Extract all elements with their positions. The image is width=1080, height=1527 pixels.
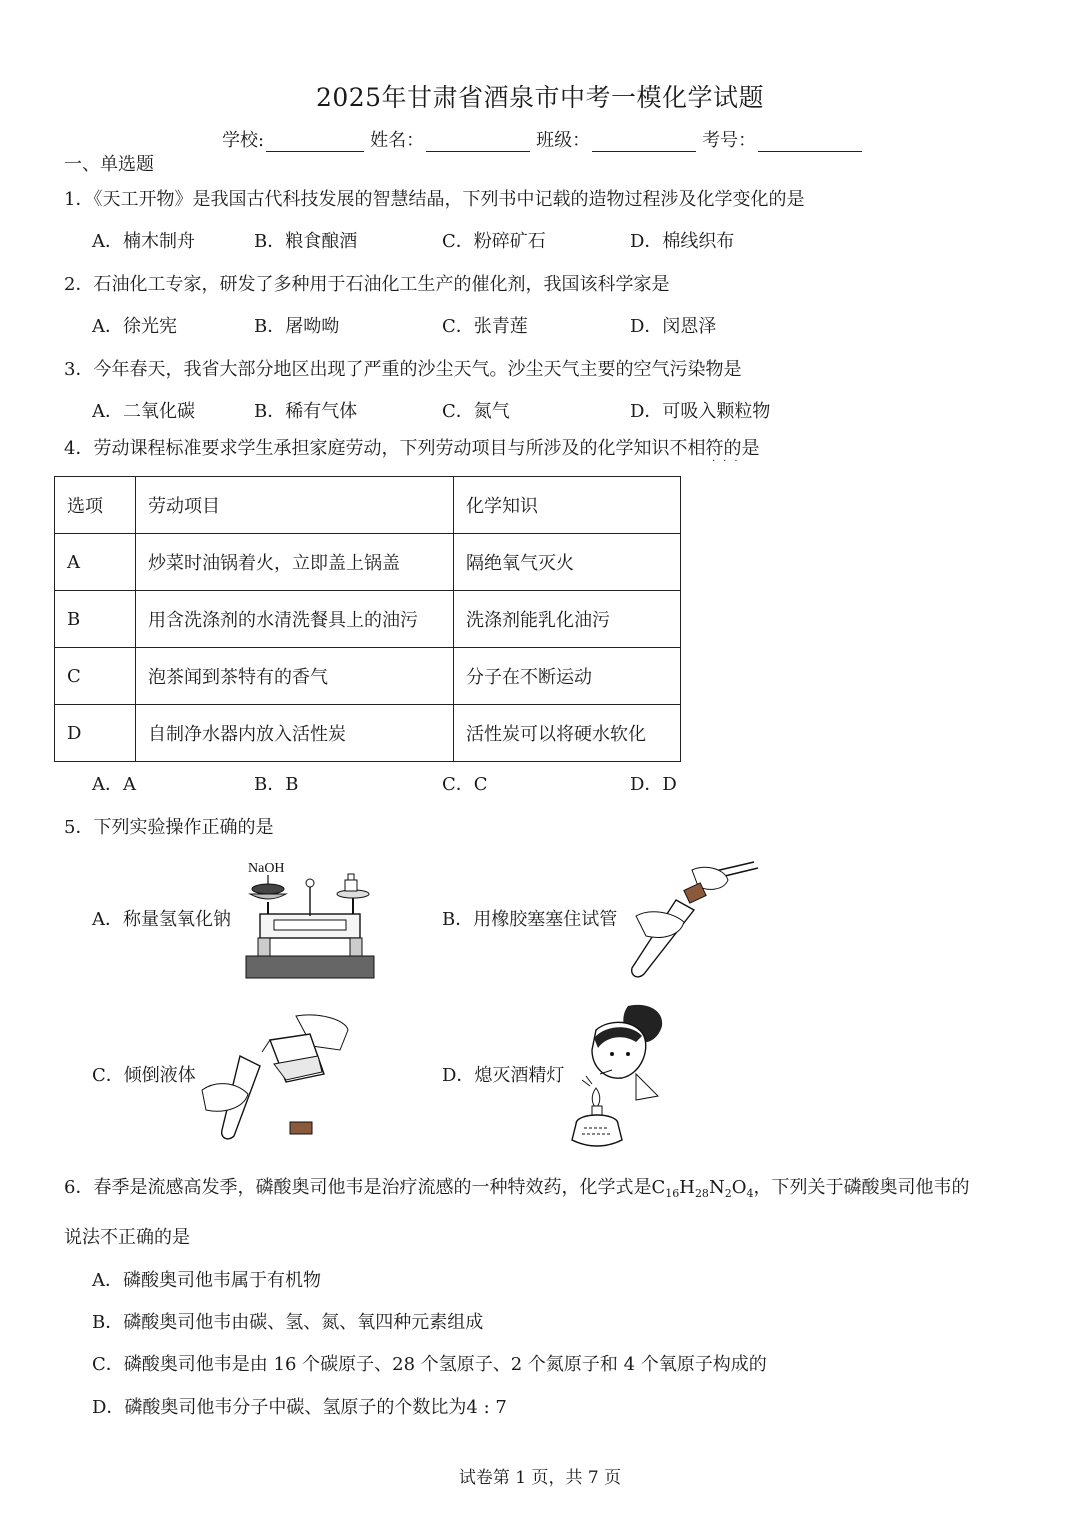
exam-no-field: 考号： xyxy=(702,126,866,152)
page-footer: 试卷第 1 页，共 7 页 xyxy=(458,1468,622,1488)
pouring-liquid-figure xyxy=(200,1010,356,1142)
q2-option-b[interactable]: B．屠呦呦 xyxy=(254,316,340,337)
school-field: 学校: xyxy=(222,126,368,152)
table-cell: 隔绝氧气灭火 xyxy=(454,534,681,591)
q6-option-b[interactable]: B．磷酸奥司他韦由碳、氢、氮、氧四种元素组成 xyxy=(92,1312,484,1333)
school-blank[interactable] xyxy=(266,133,364,152)
q2-option-a[interactable]: A．徐光宪 xyxy=(92,316,177,337)
table-cell: 活性炭可以将硬水软化 xyxy=(454,705,681,762)
class-field: 班级： xyxy=(536,126,700,152)
alcohol-lamp-figure xyxy=(566,1000,672,1150)
chemical-formula: $C_{16}H_{28}N_2O_4$ xyxy=(651,1177,754,1200)
q1-option-a[interactable]: A．楠木制舟 xyxy=(92,231,195,252)
table-header-cell: 选项 xyxy=(55,477,136,534)
q3-stem: 3．今年春天，我省大部分地区出现了严重的沙尘天气。沙尘天气主要的空气污染物是 xyxy=(64,359,742,380)
table-cell: 泡茶闻到茶特有的香气 xyxy=(136,648,454,705)
q3-option-a[interactable]: A．二氧化碳 xyxy=(92,401,195,422)
q4-option-b[interactable]: B．B xyxy=(254,774,299,795)
q3-option-b[interactable]: B．稀有气体 xyxy=(254,401,358,422)
table-header-row xyxy=(55,477,681,534)
table-cell: 分子在不断运动 xyxy=(454,648,681,705)
table-cell: 炒菜时油锅着火，立即盖上锅盖 xyxy=(136,534,454,591)
exam-no-blank[interactable] xyxy=(758,133,862,152)
table-header-cell: 化学知识 xyxy=(454,477,681,534)
q4-stem: 4．劳动课程标准要求学生承担家庭劳动，下列劳动项目与所涉及的化学知识不相符的是 xyxy=(64,438,760,459)
table-row xyxy=(55,705,681,762)
table-cell: A xyxy=(55,534,136,591)
q6-stem-line2: 说法不正确的是 xyxy=(64,1227,190,1248)
name-blank[interactable] xyxy=(426,133,530,152)
q1-stem: 1．《天工开物》是我国古代科技发展的智慧结晶，下列书中记载的造物过程涉及化学变化的是 xyxy=(64,189,805,210)
q5-option-a[interactable]: A．称量氢氧化钠 xyxy=(92,909,231,930)
q3-option-c[interactable]: C．氮气 xyxy=(442,401,510,422)
table-cell: C xyxy=(55,648,136,705)
q5-option-c[interactable]: C．倾倒液体 xyxy=(92,1065,196,1086)
student-info-row xyxy=(222,126,868,152)
table-header-cell: 劳动项目 xyxy=(136,477,454,534)
q2-option-d[interactable]: D．闵恩泽 xyxy=(630,316,717,337)
q1-option-d[interactable]: D．棉线织布 xyxy=(630,231,735,252)
q3-option-d[interactable]: D．可吸入颗粒物 xyxy=(630,401,771,422)
emphasis-dots: ··· xyxy=(712,456,746,467)
table-cell: 自制净水器内放入活性炭 xyxy=(136,705,454,762)
q2-stem: 2．石油化工专家，研发了多种用于石油化工生产的催化剂，我国该科学家是 xyxy=(64,274,670,295)
table-row xyxy=(55,534,681,591)
section-heading: 一、单选题 xyxy=(64,154,154,175)
naoh-label: NaOH xyxy=(248,861,285,876)
q4-option-c[interactable]: C．C xyxy=(442,774,488,795)
table-cell: B xyxy=(55,591,136,648)
test-tube-stopper-figure xyxy=(624,856,770,982)
table-cell: D xyxy=(55,705,136,762)
q2-option-c[interactable]: C．张青莲 xyxy=(442,316,528,337)
q6-option-a[interactable]: A．磷酸奥司他韦属于有机物 xyxy=(92,1270,321,1291)
table-row xyxy=(55,648,681,705)
q1-option-c[interactable]: C．粉碎矿石 xyxy=(442,231,546,252)
q5-option-b[interactable]: B．用橡胶塞塞住试管 xyxy=(442,909,618,930)
q5-stem: 5．下列实验操作正确的是 xyxy=(64,817,274,838)
name-field: 姓名： xyxy=(370,126,534,152)
page-title: 2025年甘肃省酒泉市中考一模化学试题 xyxy=(315,83,765,112)
q5-option-d[interactable]: D．熄灭酒精灯 xyxy=(442,1065,565,1086)
table-row xyxy=(55,591,681,648)
q4-option-d[interactable]: D．D xyxy=(630,774,677,795)
class-blank[interactable] xyxy=(592,133,696,152)
q6-option-c[interactable]: C．磷酸奥司他韦是由 16 个碳原子、28 个氢原子、2 个氮原子和 4 个氧原子构成的 xyxy=(92,1354,767,1375)
q6-option-d[interactable]: D．磷酸奥司他韦分子中碳、氢原子的个数比为4 : 7 xyxy=(92,1397,507,1418)
table-cell: 洗涤剂能乳化油污 xyxy=(454,591,681,648)
q4-option-a[interactable]: A．A xyxy=(92,774,136,795)
q6-stem: 6．春季是流感高发季，磷酸奥司他韦是治疗流感的一种特效药，化学式是$C_{16}H_{28}N_2O_4$，下列关于磷酸奥司他韦的 xyxy=(64,1177,970,1200)
table-cell: 用含洗涤剂的水清洗餐具上的油污 xyxy=(136,591,454,648)
q1-option-b[interactable]: B．粮食酿酒 xyxy=(254,231,358,252)
balance-scale-figure xyxy=(240,856,380,982)
q4-table xyxy=(54,476,681,762)
